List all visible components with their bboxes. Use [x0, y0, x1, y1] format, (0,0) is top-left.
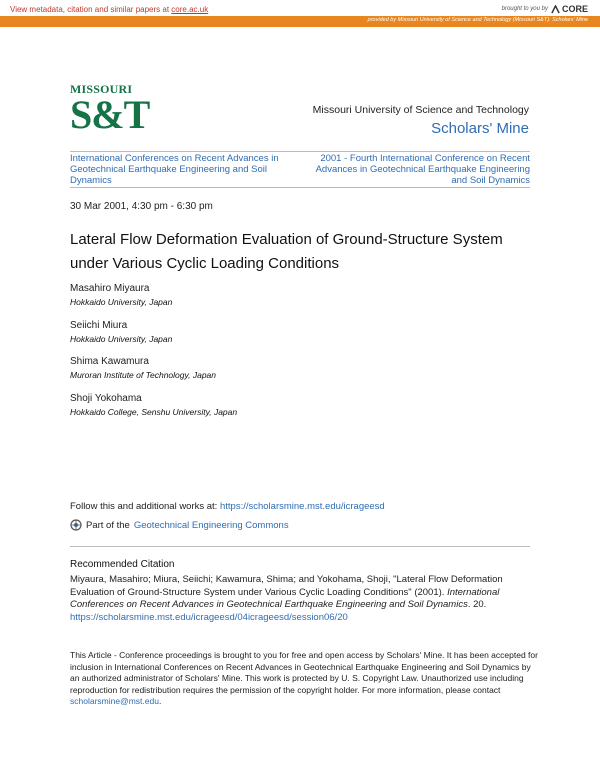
logo-st-text: S&T: [70, 92, 150, 137]
logo-missouri-text: MISSOURI: [70, 82, 133, 96]
author-name: Shima Kawamura: [70, 356, 149, 367]
notice-text: This Article - Conference proceedings is brought to you for free and open access by Scholars' Mine. It has been accepted for inclusion in International Conferences on Recent Advances in Geotechnical Earthquake Engineering and Soil Dynamics by an authorized administrator of Scholars' Mine. This work is protected by U. S. Copyright Law. Unauthorized use including reproduction for redistribution requires the permission of the copyright holder. For more information, please contact: [70, 650, 538, 695]
follow-line: [70, 501, 385, 512]
paper-title: Lateral Flow Deformation Evaluation of Ground-Structure System under Various Cyclic Loading Conditions: [70, 231, 503, 272]
conference-series-link[interactable]: International Conferences on Recent Advances in Geotechnical Earthquake Engineering and Soil Dynamics: [70, 153, 279, 186]
citation-after: . 20.: [467, 599, 487, 610]
citation-text: Miyaura, Masahiro; Miura, Seiichi; Kawamura, Shima; and Yokohama, Shoji, "Lateral Flow Deformation Evaluation of Ground-Structure System under Various Cyclic Loading Conditions" (2001).: [70, 574, 503, 598]
follow-label: Follow this and additional works at:: [70, 501, 220, 512]
conference-edition-link[interactable]: 2001 - Fourth International Conference on Recent Advances in Geotechnical Earthquake Engineering and Soil Dynamics: [315, 153, 530, 186]
core-banner: [0, 0, 600, 27]
author-name: Masahiro Miyaura: [70, 283, 150, 294]
notice-end: .: [158, 696, 162, 706]
core-logo-icon: [551, 5, 560, 14]
recommended-citation-heading: Recommended Citation: [70, 559, 175, 570]
event-date: 30 Mar 2001, 4:30 pm - 6:30 pm: [70, 201, 213, 212]
author-affiliation: Muroran Institute of Technology, Japan: [70, 370, 217, 380]
core-provided-strip: [0, 16, 600, 27]
author-affiliation: Hokkaido University, Japan: [70, 297, 173, 307]
citation-divider: [70, 546, 530, 547]
author-name: Seiichi Miura: [70, 320, 128, 331]
follow-link[interactable]: https://scholarsmine.mst.edu/icrageesd: [219, 501, 385, 512]
recommended-citation-body: [70, 574, 540, 624]
citation-url[interactable]: https://scholarsmine.mst.edu/icrageesd/04icrageesd/session06/20: [70, 611, 348, 623]
commons-network-icon: [70, 519, 82, 531]
author-affiliation: Hokkaido College, Senshu University, Japan: [70, 407, 238, 417]
core-link[interactable]: core.ac.uk: [171, 5, 209, 14]
citation-journal: International Conferences on Recent Advances in Geotechnical Earthquake Engineering and Soil Dynamics: [70, 586, 500, 610]
core-logo-text: CORE: [561, 4, 588, 14]
conference-divider: [70, 187, 530, 188]
core-logo[interactable]: [551, 4, 588, 14]
university-name: Missouri University of Science and Technology: [312, 104, 529, 116]
core-view-metadata: [10, 5, 208, 14]
core-provided-text: provided by Missouri University of Science and Technology (Missouri S&T): Scholars' Mine: [367, 17, 588, 23]
core-brought-by: [502, 4, 588, 14]
part-of-line: [70, 519, 289, 531]
part-of-link[interactable]: Geotechnical Engineering Commons: [133, 519, 289, 531]
part-of-label: Part of the: [86, 519, 130, 531]
author-name: Shoji Yokohama: [70, 393, 142, 404]
missouri-st-logo: [70, 82, 150, 137]
header-divider: [70, 151, 530, 152]
copyright-notice: [70, 650, 540, 708]
author-affiliation: Hokkaido University, Japan: [70, 334, 173, 344]
scholars-mine-link[interactable]: Scholars' Mine: [431, 120, 529, 137]
core-view-text: View metadata, citation and similar papers at: [10, 5, 172, 14]
contact-email-link[interactable]: scholarsmine@mst.edu: [70, 696, 159, 706]
core-brought-text: brought to you by: [501, 6, 548, 12]
